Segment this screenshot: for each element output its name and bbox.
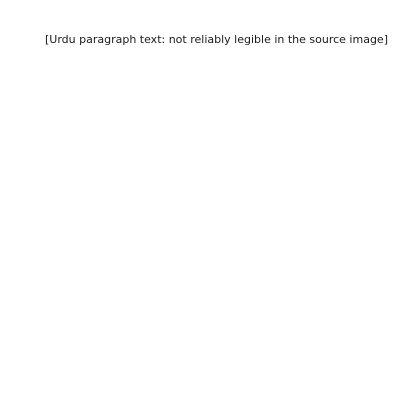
urdu-paragraph-block (8, 4, 402, 406)
paragraph-text: [Urdu paragraph text: not reliably legible in the source image] (44, 32, 388, 46)
